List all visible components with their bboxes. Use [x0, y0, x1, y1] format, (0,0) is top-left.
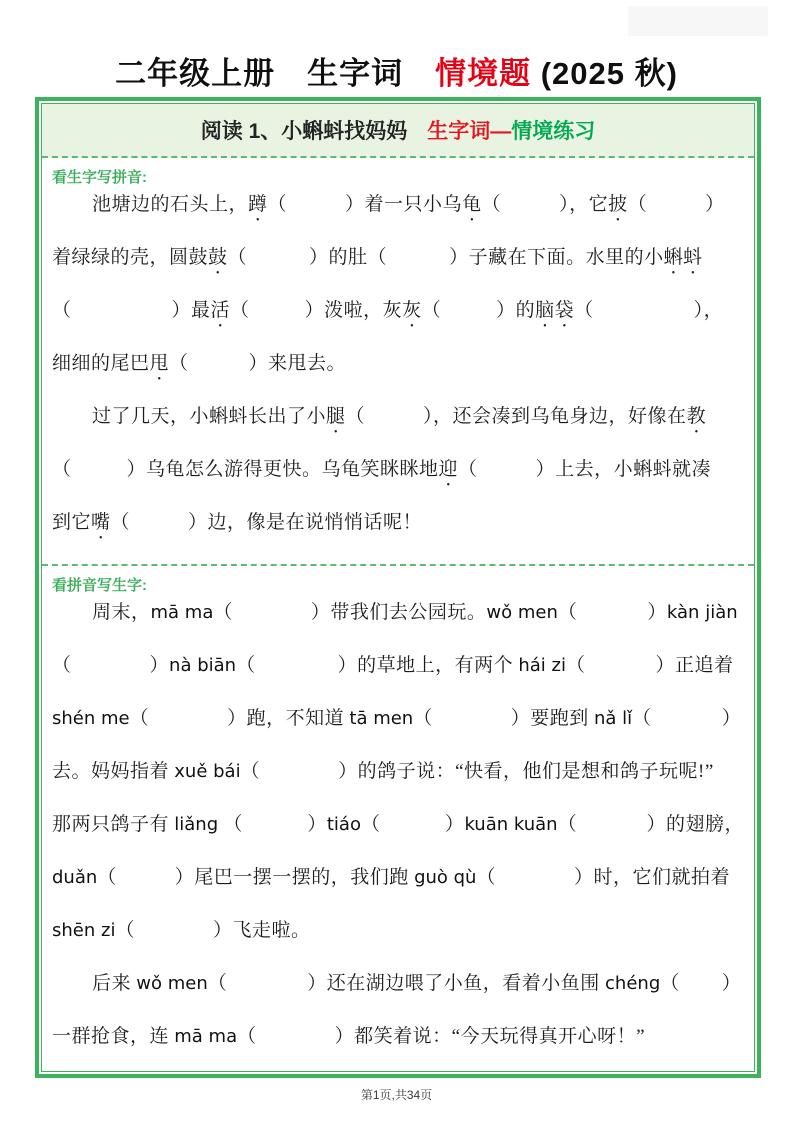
text-segment: （: [129, 708, 150, 729]
text-segment: ）的草地上，有两个: [337, 655, 519, 676]
text-segment: （: [557, 602, 578, 623]
text-segment: （: [632, 708, 652, 729]
pinyin-text: liǎng: [174, 814, 219, 835]
lesson-header: [42, 104, 754, 158]
worksheet-box-inner: [41, 103, 755, 1072]
answer-blank: [433, 723, 511, 724]
text-line: [52, 597, 744, 650]
answer-blank: [680, 988, 722, 989]
text-segment: ）跑，不知道: [227, 708, 350, 729]
text-segment: ）着一只小乌: [345, 194, 463, 215]
emphasized-char: 脑袋: [535, 300, 575, 321]
text-line: [52, 756, 744, 809]
text-line: [52, 242, 744, 295]
text-segment: ）最: [171, 300, 211, 321]
section-write-pinyin-label: 看生字写拼音:: [52, 169, 147, 186]
text-segment: ）: [721, 973, 742, 994]
pinyin-text: kuān kuān: [464, 814, 558, 835]
answer-blank: [257, 1041, 335, 1042]
text-segment: ）还在湖边喂了小鱼，看着小鱼围: [307, 973, 606, 994]
emphasized-char: 蹲: [248, 194, 268, 215]
text-line: [52, 1021, 744, 1072]
text-segment: （: [169, 353, 189, 374]
answer-blank: [256, 670, 338, 671]
text-segment: ）: [307, 814, 327, 835]
answer-blank: [130, 527, 188, 528]
emphasized-char: 迎: [438, 459, 459, 480]
text-segment: （: [574, 300, 594, 321]
section-write-pinyin: [42, 158, 754, 560]
text-segment: 周末，: [92, 602, 151, 623]
text-segment: ）的鸽子说：“快看，他们是想和鸽子玩呢!”: [338, 761, 714, 782]
text-segment: ）的翅膀，: [646, 814, 745, 835]
emphasized-char: 甩: [149, 353, 170, 374]
text-line: [52, 295, 744, 348]
pinyin-text: chéng: [605, 973, 661, 994]
section-write-characters-label: 看拼音写生字:: [52, 577, 147, 594]
text-segment: ）正追着: [655, 655, 734, 676]
answer-blank: [501, 209, 559, 210]
answer-blank: [227, 988, 307, 989]
answer-blank: [594, 315, 694, 316]
emphasized-char: 龟: [462, 194, 482, 215]
emphasized-char: 灰: [402, 300, 422, 321]
text-segment: ）来甩去。: [248, 353, 347, 374]
text-segment: ）泼啦，灰: [304, 300, 403, 321]
answer-blank: [387, 262, 449, 263]
text-segment: （: [421, 300, 442, 321]
text-segment: 后来: [92, 973, 137, 994]
watermark-area: [628, 6, 768, 36]
text-segment: （: [345, 406, 366, 427]
text-segment: （: [236, 655, 256, 676]
answer-blank: [260, 776, 338, 777]
pinyin-text: kàn jiàn: [666, 602, 738, 623]
pinyin-text: hái zi: [518, 655, 566, 676]
answer-blank: [380, 829, 444, 830]
answer-blank: [647, 209, 705, 210]
emphasized-char: 教: [686, 406, 707, 427]
text-segment: ）: [705, 194, 725, 215]
text-segment: （: [52, 655, 72, 676]
text-line: [52, 454, 744, 507]
text-line: [52, 968, 744, 1021]
answer-blank: [149, 723, 227, 724]
answer-blank: [365, 421, 423, 422]
text-segment: ）: [647, 602, 667, 623]
text-segment: （: [240, 761, 261, 782]
text-segment: （: [360, 814, 381, 835]
lesson-subtitle-dash: —: [490, 120, 512, 143]
text-line: [52, 809, 744, 862]
text-line: [52, 703, 744, 756]
text-segment: ），: [693, 300, 724, 321]
text-segment: 细细的尾巴: [52, 353, 150, 374]
text-segment: ）: [149, 655, 170, 676]
answer-blank: [478, 474, 536, 475]
title-grade-label: 二年级上册 生字词: [115, 56, 436, 91]
text-segment: 去。妈妈指着: [52, 761, 175, 782]
text-segment: ），它: [559, 194, 609, 215]
lesson-title: 阅读 1、小蝌蚪找妈妈: [200, 120, 408, 143]
page-title: [0, 48, 793, 93]
text-segment: （: [565, 655, 586, 676]
emphasized-char: 鼓: [208, 247, 228, 268]
text-segment: ）要跑到: [510, 708, 594, 729]
text-segment: ）飞走啦。: [212, 920, 311, 941]
paragraph: [42, 189, 754, 401]
pinyin-text: shēn zi: [52, 920, 116, 941]
answer-blank: [72, 670, 150, 671]
pinyin-text: nà biān: [169, 655, 237, 676]
answer-blank: [247, 262, 309, 263]
answer-blank: [287, 209, 345, 210]
title-highlight: 情境题: [435, 56, 532, 91]
title-term-label: (2025 秋): [531, 56, 678, 91]
text-line: [52, 507, 744, 560]
answer-blank: [72, 315, 172, 316]
section-write-characters: [42, 566, 754, 1072]
pinyin-text: tiáo: [326, 814, 361, 835]
emphasized-char: 蝌蚪: [663, 247, 703, 268]
pinyin-text: mā ma: [174, 1026, 238, 1047]
pinyin-text: tā men: [349, 708, 414, 729]
text-line: [52, 915, 744, 968]
emphasized-char: 嘴: [91, 512, 111, 533]
answer-blank: [577, 617, 647, 618]
pinyin-text: nǎ lǐ: [594, 708, 633, 729]
text-segment: （: [476, 867, 496, 888]
pinyin-text: shén me: [52, 708, 130, 729]
text-segment: ）尾巴一摆一摆的，我们跑: [174, 867, 415, 888]
text-segment: （: [52, 459, 72, 480]
text-segment: ）乌龟怎么游得更快。乌龟笑眯眯地: [126, 459, 439, 480]
text-segment: ），还会凑到乌龟身边，好像在: [423, 406, 687, 427]
text-segment: 一群抢食，连: [52, 1026, 175, 1047]
text-segment: （: [97, 867, 117, 888]
text-segment: （: [627, 194, 648, 215]
text-segment: （: [110, 512, 131, 533]
pinyin-text: mā ma: [150, 602, 214, 623]
text-segment: （: [557, 814, 578, 835]
text-segment: ）的肚（: [309, 247, 388, 268]
text-segment: ）子藏在下面。水里的小: [449, 247, 664, 268]
text-segment: （: [481, 194, 502, 215]
pinyin-text: duǎn: [52, 867, 98, 888]
paragraph: [42, 597, 754, 968]
answer-blank: [577, 829, 646, 830]
text-segment: （: [237, 1026, 257, 1047]
text-segment: （: [660, 973, 680, 994]
pinyin-text: wǒ men: [486, 602, 558, 623]
answer-blank: [585, 670, 655, 671]
answer-blank: [72, 474, 127, 475]
text-segment: ）的: [496, 300, 536, 321]
answer-blank: [441, 315, 496, 316]
worksheet-box: [35, 97, 761, 1078]
answer-blank: [496, 882, 574, 883]
text-segment: ）边，像是在说悄悄话呢！: [188, 512, 423, 533]
answer-blank: [233, 617, 311, 618]
pinyin-text: xuě bái: [174, 761, 241, 782]
answer-blank: [250, 315, 305, 316]
answer-blank: [135, 935, 213, 936]
text-line: [52, 348, 744, 401]
text-segment: ）: [721, 708, 742, 729]
answer-blank: [189, 368, 249, 369]
text-segment: （: [52, 300, 72, 321]
text-line: [52, 862, 744, 915]
emphasized-char: 腿: [326, 406, 346, 427]
emphasized-char: 披: [608, 194, 628, 215]
text-line: [52, 401, 744, 454]
text-segment: （: [115, 920, 135, 941]
text-line: [52, 650, 744, 703]
answer-blank: [652, 723, 722, 724]
text-segment: （: [458, 459, 478, 480]
paragraph: [42, 401, 754, 560]
text-segment: 到它: [52, 512, 92, 533]
text-segment: ）时，它们就拍着: [573, 867, 730, 888]
text-segment: （: [207, 973, 228, 994]
text-segment: ）: [444, 814, 465, 835]
answer-blank: [117, 882, 175, 883]
emphasized-char: 活: [210, 300, 231, 321]
paragraph: [42, 968, 754, 1072]
text-segment: （: [230, 300, 250, 321]
pinyin-text: guò qù: [414, 867, 477, 888]
text-segment: （: [267, 194, 288, 215]
text-segment: （: [213, 602, 233, 623]
pinyin-text: wǒ men: [136, 973, 208, 994]
text-segment: 着绿绿的壳，圆鼓: [52, 247, 209, 268]
page-footer: 第1页,共34页: [360, 1088, 433, 1102]
text-segment: （: [218, 814, 243, 835]
text-segment: 那两只鸽子有: [52, 814, 175, 835]
text-segment: 池塘边的石头上，: [92, 194, 249, 215]
answer-blank: [243, 829, 307, 830]
text-segment: （: [413, 708, 433, 729]
text-segment: （: [227, 247, 248, 268]
text-segment: ）带我们去公园玩。: [310, 602, 487, 623]
text-line: [52, 189, 744, 242]
text-segment: ）上去，小蝌蚪就凑: [535, 459, 712, 480]
lesson-subtitle-red: 生字词: [427, 120, 491, 143]
lesson-subtitle-green: 情境练习: [511, 120, 596, 143]
text-segment: 过了几天，小蝌蚪长出了小: [92, 406, 327, 427]
text-segment: ）都笑着说：“今天玩得真开心呀！”: [334, 1026, 646, 1047]
